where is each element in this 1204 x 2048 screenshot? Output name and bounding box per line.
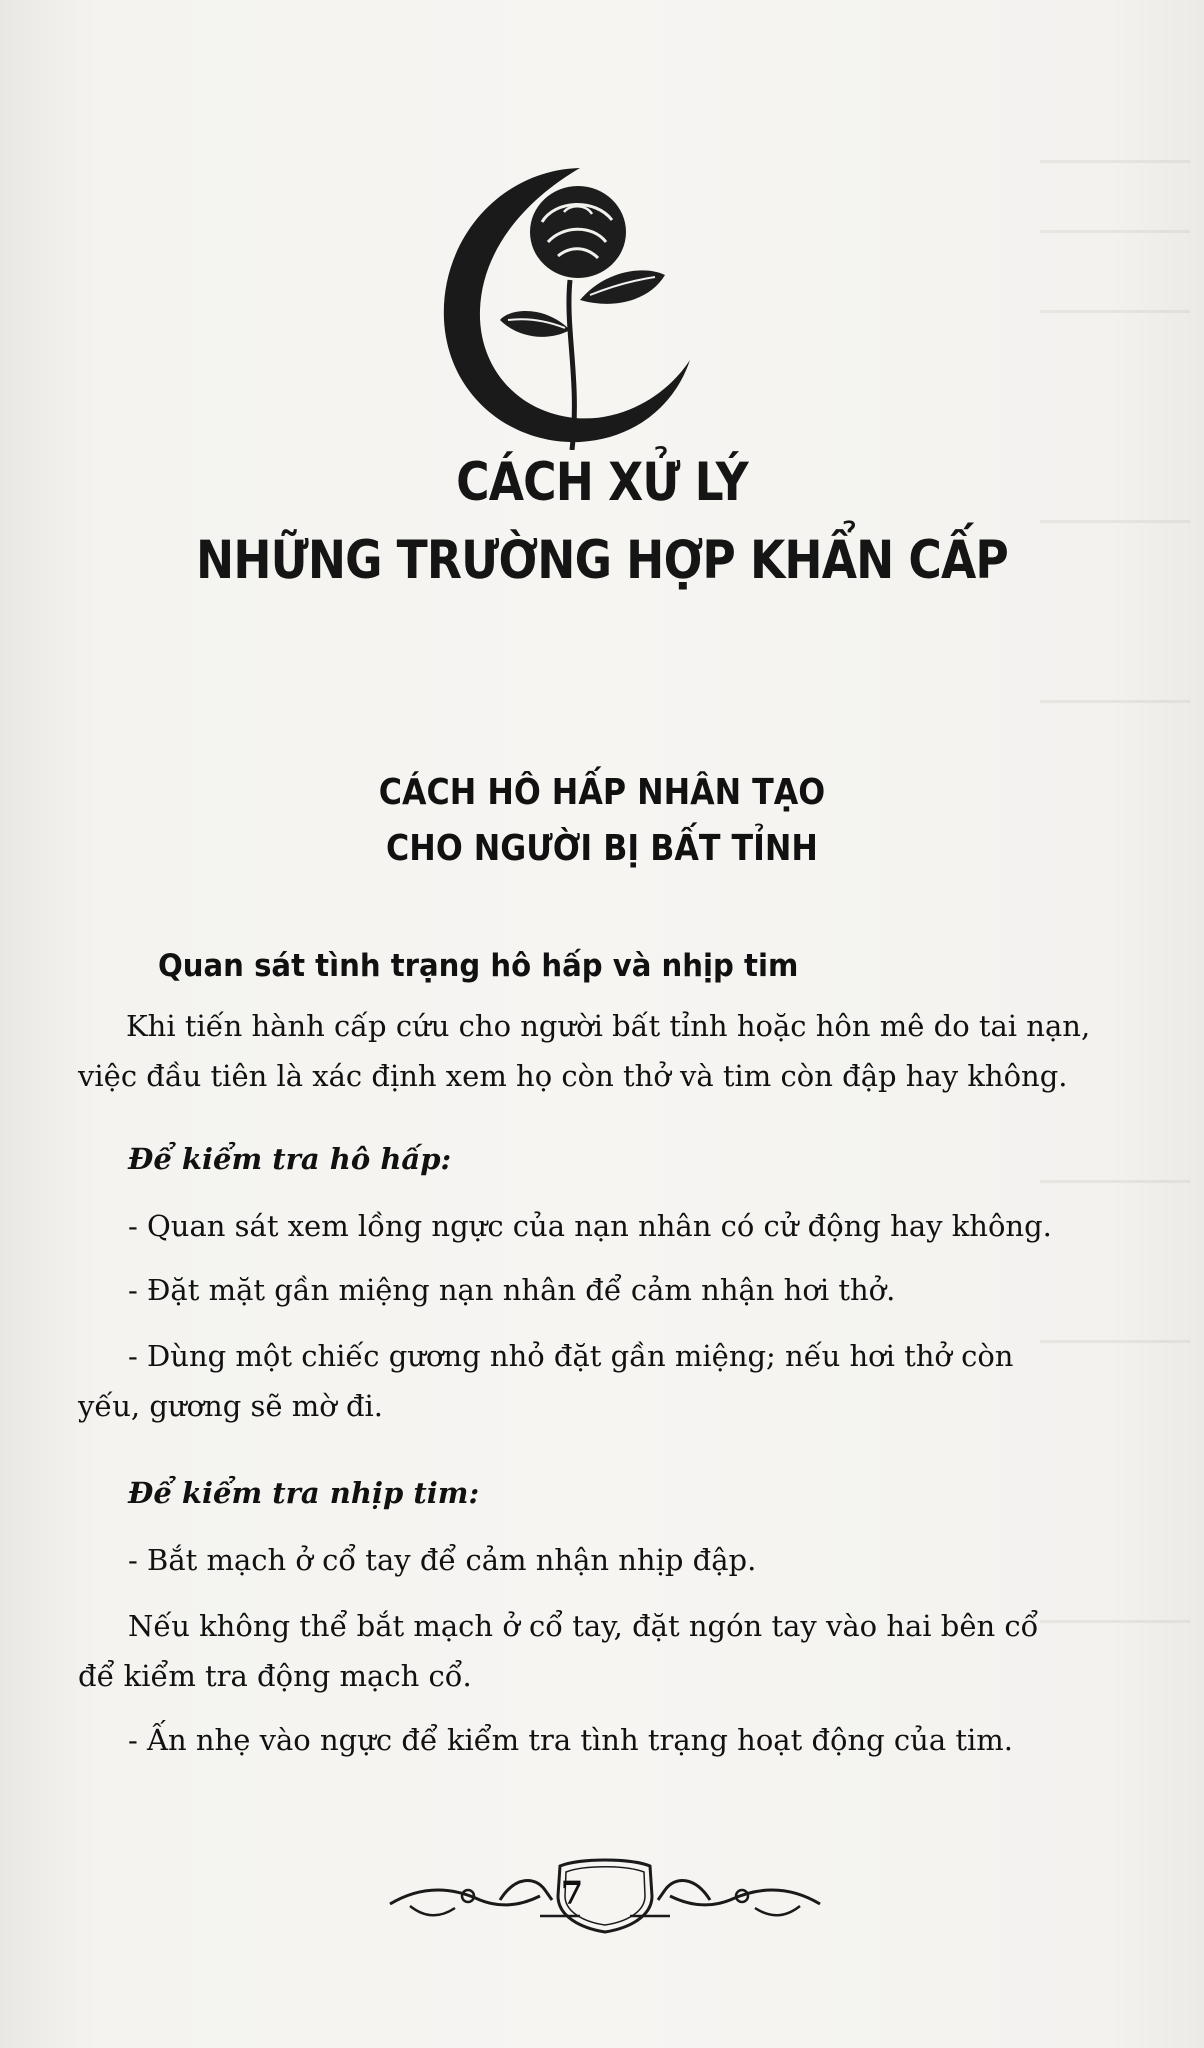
heartbeat-item: Nếu không thể bắt mạch ở cổ tay, đặt ngón tay vào hai bên cổ xyxy=(128,1609,1039,1643)
bleed-through-line xyxy=(1040,1180,1190,1183)
heartbeat-item: để kiểm tra động mạch cổ. xyxy=(78,1659,472,1693)
heartbeat-check-heading: Để kiểm tra nhịp tim: xyxy=(128,1476,480,1510)
intro-line-2: việc đầu tiên là xác định xem họ còn thở và tim còn đập hay không. xyxy=(78,1059,1068,1093)
page-number: 7 xyxy=(560,1874,584,1912)
heartbeat-item: - Ấn nhẹ vào ngực để kiểm tra tình trạng hoạt động của tim. xyxy=(128,1723,1013,1757)
breathing-item: - Quan sát xem lồng ngực của nạn nhân có cử động hay không. xyxy=(128,1209,1052,1243)
heartbeat-item: - Bắt mạch ở cổ tay để cảm nhận nhịp đập. xyxy=(128,1543,757,1577)
breathing-item: - Dùng một chiếc gương nhỏ đặt gần miệng; nếu hơi thở còn xyxy=(128,1339,1014,1373)
page-title-line-2: NHỮNG TRƯỜNG HỢP KHẨN CẤP xyxy=(196,530,1008,591)
bleed-through-line xyxy=(1040,310,1190,313)
bleed-through-line xyxy=(1040,520,1190,523)
crescent-moon-rose-icon xyxy=(430,160,700,450)
ornamental-flourish-icon xyxy=(380,1856,830,1936)
subtitle-line-1: CÁCH HÔ HẤP NHÂN TẠO xyxy=(378,772,826,813)
intro-line-1: Khi tiến hành cấp cứu cho người bất tỉnh hoặc hôn mê do tai nạn, xyxy=(126,1009,1091,1043)
breathing-item: yếu, gương sẽ mờ đi. xyxy=(78,1389,383,1423)
bleed-through-line xyxy=(1040,230,1190,233)
bleed-through-line xyxy=(1040,1340,1190,1343)
subtitle-line-2: CHO NGƯỜI BỊ BẤT TỈNH xyxy=(386,828,818,869)
breathing-item: - Đặt mặt gần miệng nạn nhân để cảm nhận hơi thở. xyxy=(128,1273,896,1307)
bleed-through-line xyxy=(1040,160,1190,163)
page-title-line-1: CÁCH XỬ LÝ xyxy=(456,452,748,513)
bleed-through-line xyxy=(1040,700,1190,703)
bleed-through-line xyxy=(1040,1620,1190,1623)
breathing-check-heading: Để kiểm tra hô hấp: xyxy=(128,1142,452,1176)
section-heading: Quan sát tình trạng hô hấp và nhịp tim xyxy=(158,948,799,984)
